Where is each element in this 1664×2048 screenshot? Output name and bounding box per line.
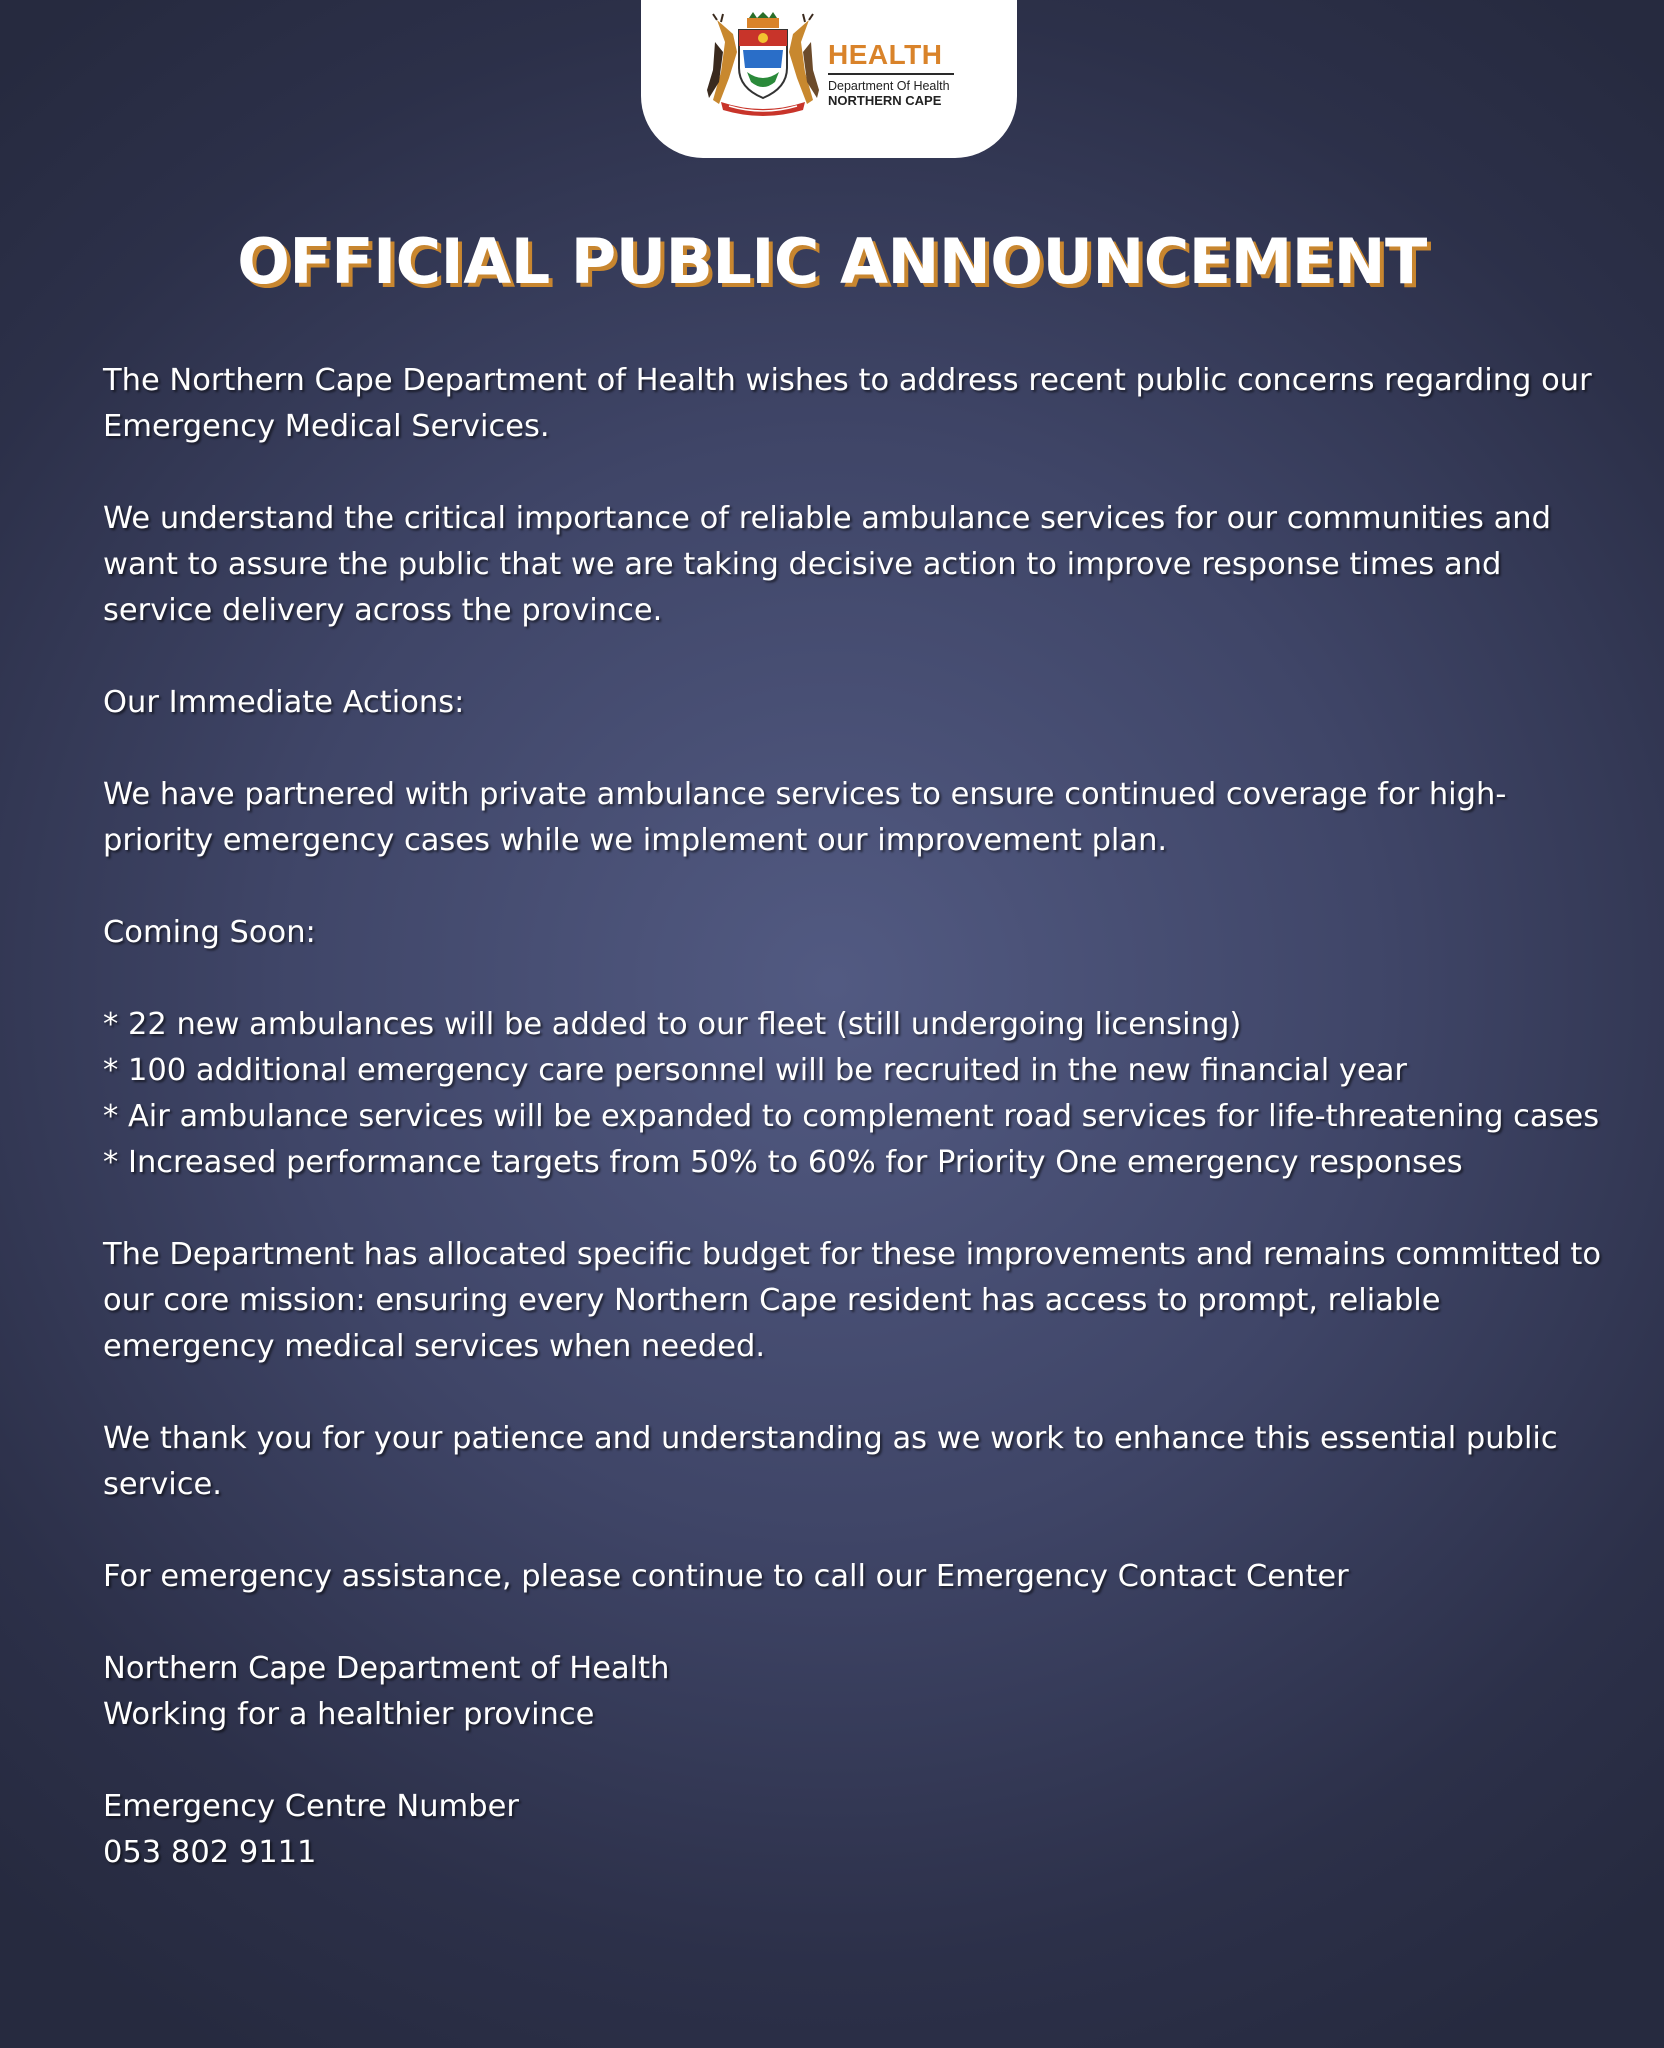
contact-number: 053 802 9111 (103, 1835, 317, 1870)
assistance-paragraph: For emergency assistance, please continue to call our Emergency Contact Center (103, 1559, 1349, 1594)
provincial-coat-of-arms-icon (699, 12, 827, 122)
contact-label: Emergency Centre Number (103, 1789, 519, 1824)
signature-tagline: Working for a healthier province (103, 1697, 595, 1732)
spacer (103, 726, 1613, 772)
coming-soon-heading: Coming Soon: (103, 915, 316, 950)
spacer (103, 1738, 1613, 1784)
intro-paragraph: The Northern Cape Department of Health wishes to address recent public concerns regarding our Emergency Medical Services. (103, 363, 1592, 444)
spacer (103, 1508, 1613, 1554)
bullet-item: * Air ambulance services will be expanded to complement road services for life-threatening cases (103, 1099, 1600, 1134)
logo-province-line: NORTHERN CAPE (828, 93, 942, 108)
actions-paragraph: We have partnered with private ambulance services to ensure continued coverage for high-priority emergency cases while we implement our improvement plan. (103, 777, 1507, 858)
signature-org: Northern Cape Department of Health (103, 1651, 670, 1686)
budget-paragraph: The Department has allocated specific budget for these improvements and remains committed to our core mission: ensuring every Northern Cape resident has access to prompt, reliable emergency medical services when needed. (103, 1237, 1602, 1364)
spacer (103, 1600, 1613, 1646)
actions-heading: Our Immediate Actions: (103, 685, 465, 720)
logo-header (641, 0, 1017, 158)
logo-department-line: Department Of Health (828, 79, 950, 93)
bullet-item: * 100 additional emergency care personnel will be recruited in the new financial year (103, 1053, 1407, 1088)
logo-text (828, 40, 968, 108)
logo-divider (828, 73, 954, 75)
thanks-paragraph: We thank you for your patience and understanding as we work to enhance this essential public service. (103, 1421, 1558, 1502)
spacer (103, 450, 1613, 496)
understand-paragraph: We understand the critical importance of reliable ambulance services for our communities and want to assure the public that we are taking decisive action to improve response times and service delivery across the province. (103, 501, 1551, 628)
spacer (103, 956, 1613, 1002)
announcement-body (103, 358, 1613, 1876)
bullet-item: * Increased performance targets from 50% to 60% for Priority One emergency responses (103, 1145, 1463, 1180)
spacer (103, 634, 1613, 680)
spacer (103, 1370, 1613, 1416)
bullet-item: * 22 new ambulances will be added to our fleet (still undergoing licensing) (103, 1007, 1242, 1042)
spacer (103, 1186, 1613, 1232)
logo-title: HEALTH (828, 39, 943, 70)
page-title: OFFICIAL PUBLIC ANNOUNCEMENT (237, 225, 1427, 298)
spacer (103, 864, 1613, 910)
